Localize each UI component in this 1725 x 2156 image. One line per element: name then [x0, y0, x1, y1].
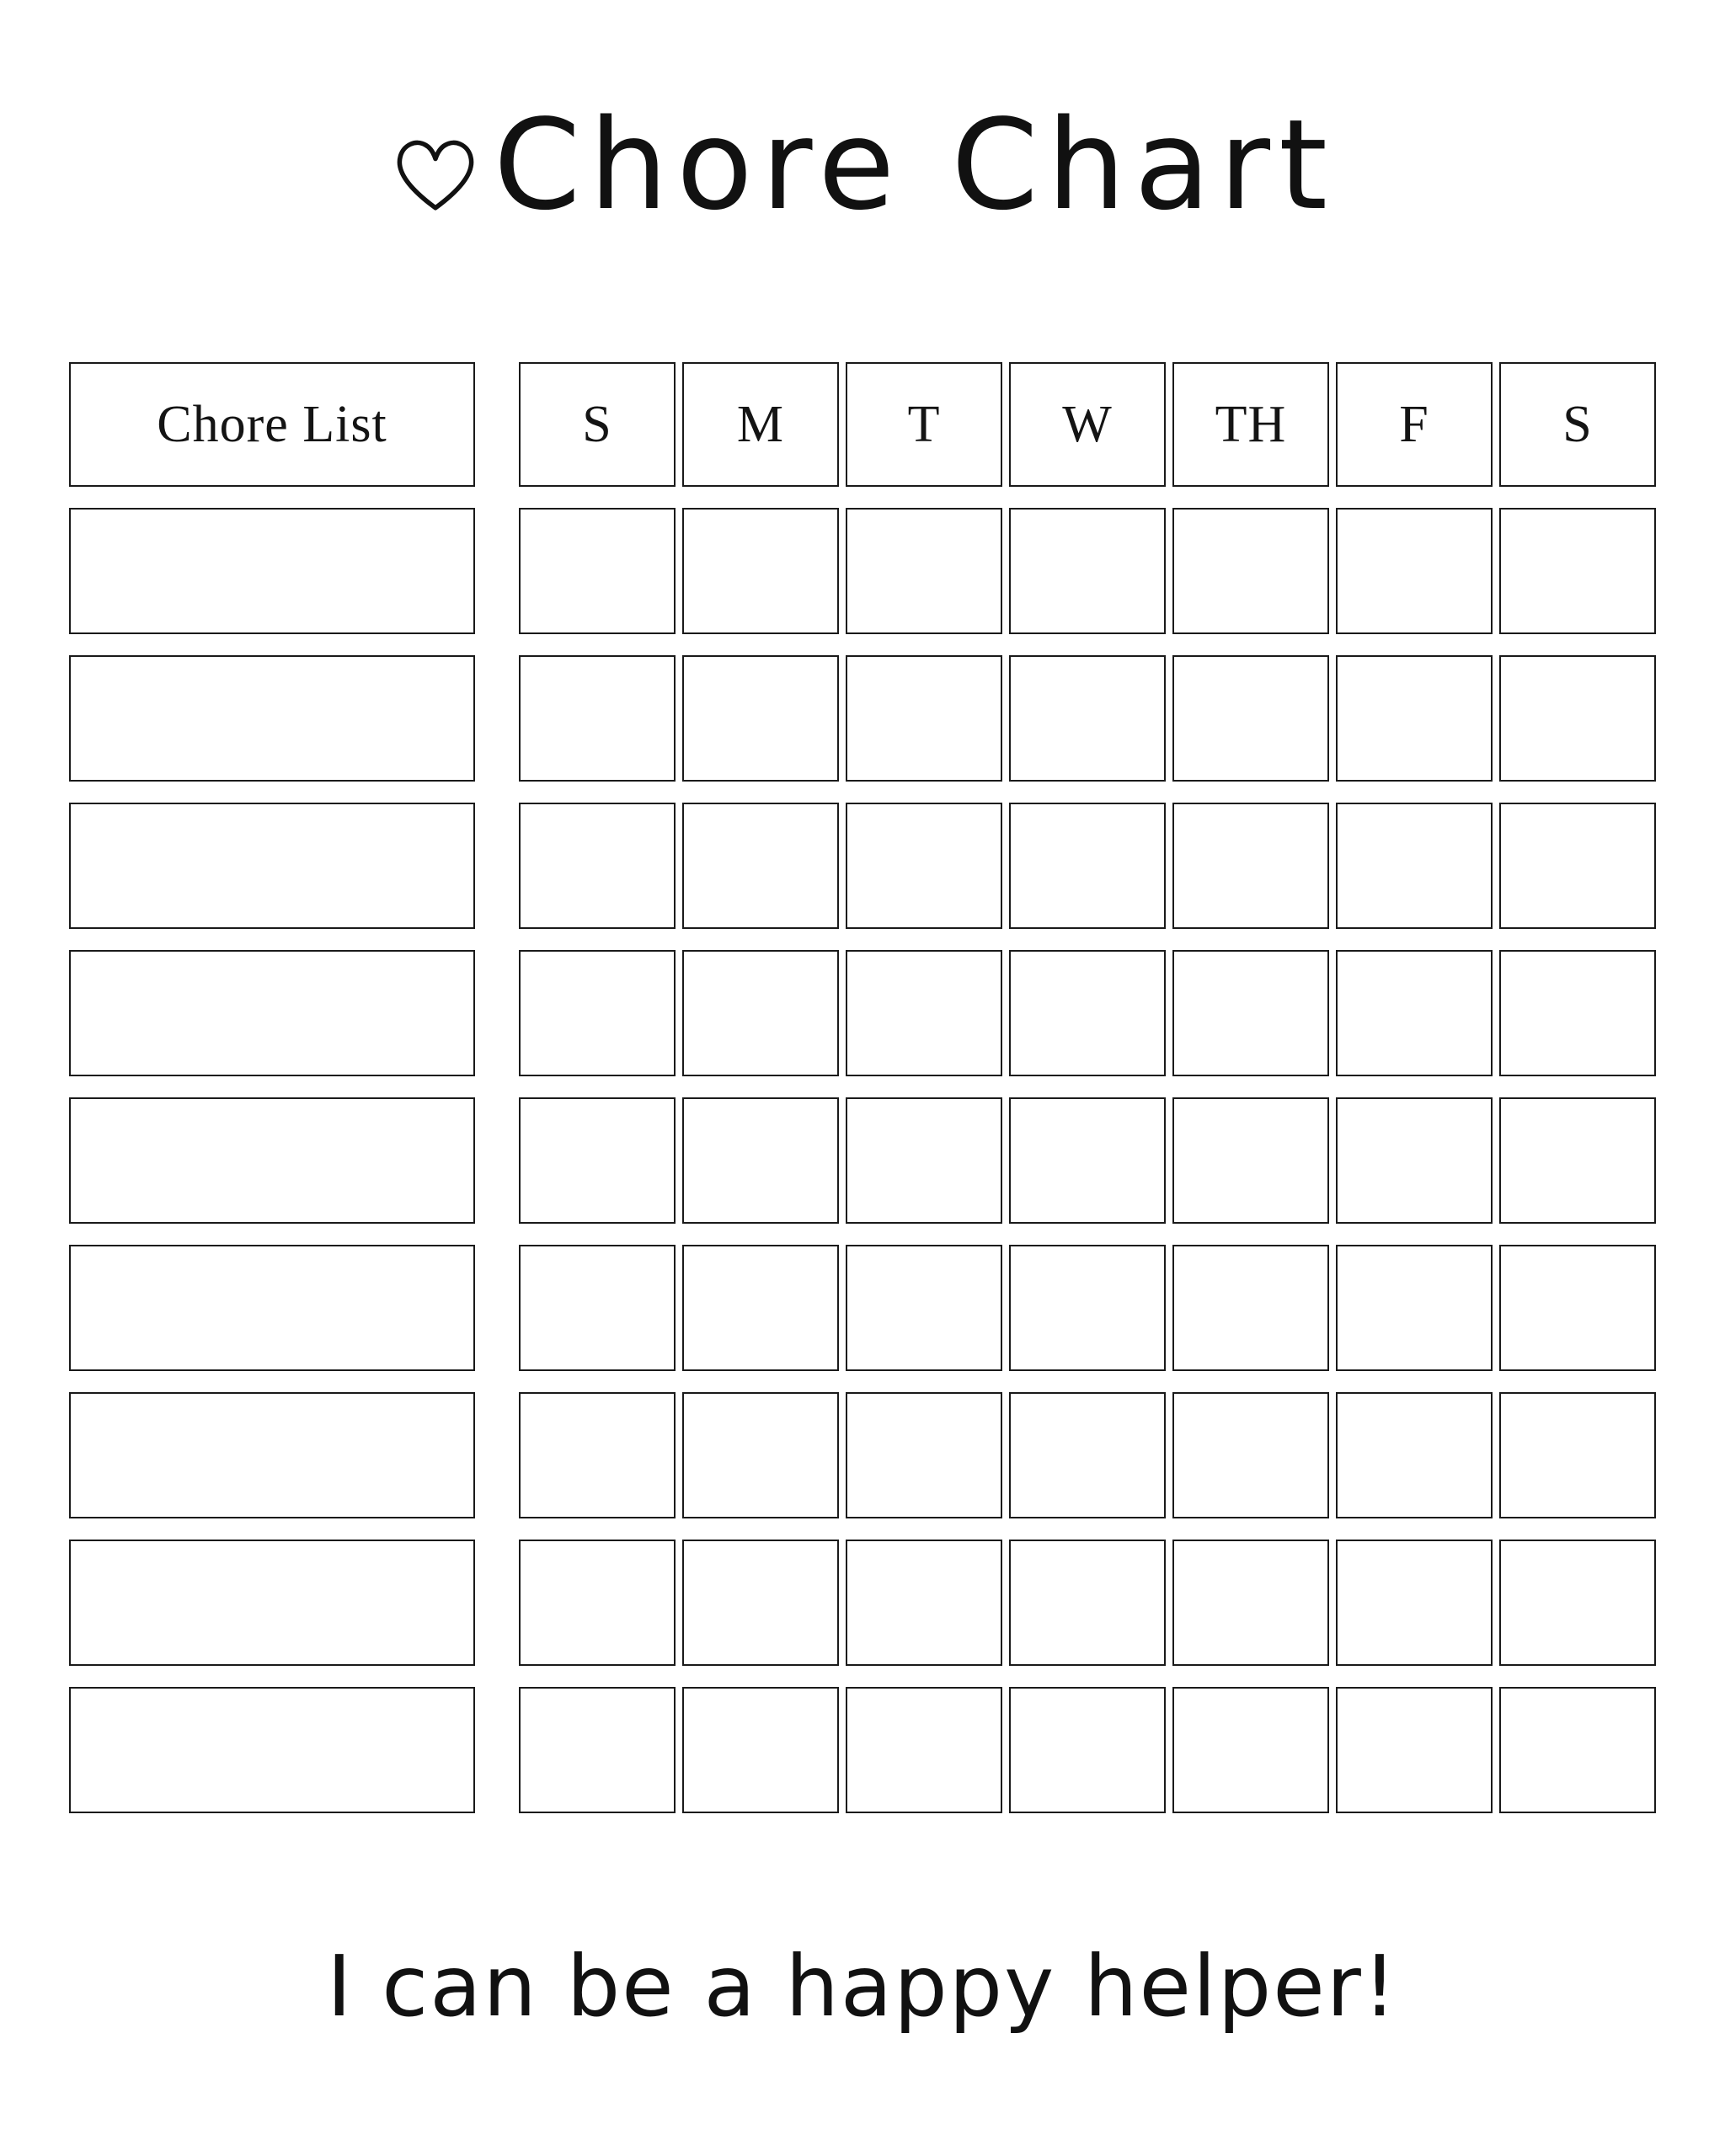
day-header-thursday: [1172, 362, 1329, 487]
chore-input-cell[interactable]: [69, 803, 475, 929]
check-cell[interactable]: [1009, 508, 1166, 634]
check-cell[interactable]: [1172, 508, 1329, 634]
check-cell[interactable]: [846, 950, 1002, 1076]
check-cell[interactable]: [1172, 950, 1329, 1076]
table-header-row: [69, 362, 1656, 487]
chore-input-cell[interactable]: [69, 508, 475, 634]
table-row: [69, 1687, 1656, 1813]
check-cell[interactable]: [682, 1245, 839, 1371]
day-header-sunday: [519, 362, 676, 487]
chore-input-cell[interactable]: [69, 1687, 475, 1813]
check-cell[interactable]: [1336, 1687, 1493, 1813]
check-cell[interactable]: [1336, 1245, 1493, 1371]
check-cell[interactable]: [1172, 803, 1329, 929]
day-header-saturday: [1499, 362, 1656, 487]
check-cell[interactable]: [1336, 1392, 1493, 1518]
day-header-label: S: [1562, 395, 1593, 453]
day-header-tuesday: [846, 362, 1002, 487]
check-cell[interactable]: [1009, 1392, 1166, 1518]
check-cell[interactable]: [1499, 508, 1656, 634]
day-header-friday: [1336, 362, 1493, 487]
check-cell[interactable]: [1172, 1245, 1329, 1371]
check-cell[interactable]: [682, 1392, 839, 1518]
footer: [0, 1937, 1725, 2036]
table-row: [69, 1245, 1656, 1371]
heart-icon: [389, 126, 482, 219]
chore-input-cell[interactable]: [69, 1392, 475, 1518]
check-cell[interactable]: [682, 655, 839, 782]
check-cell[interactable]: [1009, 803, 1166, 929]
chore-input-cell[interactable]: [69, 1245, 475, 1371]
day-header-wednesday: [1009, 362, 1166, 487]
check-cell[interactable]: [1499, 1687, 1656, 1813]
chore-input-cell[interactable]: [69, 1540, 475, 1666]
table-row: [69, 1540, 1656, 1666]
check-cell[interactable]: [1499, 1097, 1656, 1224]
day-check-group: [519, 1097, 1656, 1224]
chore-input-cell[interactable]: [69, 950, 475, 1076]
check-cell[interactable]: [519, 655, 676, 782]
check-cell[interactable]: [846, 1687, 1002, 1813]
check-cell[interactable]: [846, 803, 1002, 929]
check-cell[interactable]: [1336, 1540, 1493, 1666]
check-cell[interactable]: [846, 508, 1002, 634]
check-cell[interactable]: [519, 1687, 676, 1813]
check-cell[interactable]: [682, 950, 839, 1076]
check-cell[interactable]: [1336, 1097, 1493, 1224]
day-header-label: TH: [1215, 395, 1287, 453]
page-title-text: Chore Chart: [493, 93, 1337, 237]
table-row: [69, 1392, 1656, 1518]
check-cell[interactable]: [1009, 1097, 1166, 1224]
day-check-group: [519, 803, 1656, 929]
check-cell[interactable]: [1336, 803, 1493, 929]
check-cell[interactable]: [519, 1392, 676, 1518]
footer-motto: I can be a happy helper!: [326, 1937, 1399, 2036]
check-cell[interactable]: [1499, 655, 1656, 782]
check-cell[interactable]: [846, 1097, 1002, 1224]
check-cell[interactable]: [519, 508, 676, 634]
check-cell[interactable]: [1172, 1392, 1329, 1518]
day-header-label: W: [1062, 395, 1113, 453]
check-cell[interactable]: [1172, 1540, 1329, 1666]
day-check-group: [519, 1540, 1656, 1666]
check-cell[interactable]: [1499, 1245, 1656, 1371]
check-cell[interactable]: [1009, 1687, 1166, 1813]
check-cell[interactable]: [519, 803, 676, 929]
chore-input-cell[interactable]: [69, 1097, 475, 1224]
day-check-group: [519, 1687, 1656, 1813]
check-cell[interactable]: [519, 950, 676, 1076]
check-cell[interactable]: [1009, 950, 1166, 1076]
chore-list-header-label: Chore List: [157, 395, 387, 453]
check-cell[interactable]: [682, 508, 839, 634]
check-cell[interactable]: [519, 1097, 676, 1224]
day-check-group: [519, 508, 1656, 634]
chore-input-cell[interactable]: [69, 655, 475, 782]
check-cell[interactable]: [682, 1540, 839, 1666]
table-row: [69, 655, 1656, 782]
table-row: [69, 1097, 1656, 1224]
check-cell[interactable]: [1336, 655, 1493, 782]
check-cell[interactable]: [1009, 1540, 1166, 1666]
day-check-group: [519, 1245, 1656, 1371]
check-cell[interactable]: [846, 1245, 1002, 1371]
check-cell[interactable]: [846, 1392, 1002, 1518]
check-cell[interactable]: [1172, 1097, 1329, 1224]
day-header-label: M: [736, 395, 785, 453]
table-row: [69, 950, 1656, 1076]
check-cell[interactable]: [1499, 950, 1656, 1076]
check-cell[interactable]: [846, 655, 1002, 782]
check-cell[interactable]: [519, 1540, 676, 1666]
day-header-label: S: [582, 395, 612, 453]
day-header-group: [519, 362, 1656, 487]
check-cell[interactable]: [682, 1097, 839, 1224]
day-check-group: [519, 655, 1656, 782]
day-check-group: [519, 1392, 1656, 1518]
day-header-label: F: [1399, 395, 1429, 453]
day-header-monday: [682, 362, 839, 487]
chore-table: [69, 362, 1656, 1834]
check-cell[interactable]: [1336, 508, 1493, 634]
check-cell[interactable]: [519, 1245, 676, 1371]
page-title: [0, 72, 1725, 258]
check-cell[interactable]: [1336, 950, 1493, 1076]
chore-list-header-cell: [69, 362, 475, 487]
check-cell[interactable]: [682, 1687, 839, 1813]
day-check-group: [519, 950, 1656, 1076]
check-cell[interactable]: [1009, 1245, 1166, 1371]
check-cell[interactable]: [1499, 1540, 1656, 1666]
check-cell[interactable]: [682, 803, 839, 929]
check-cell[interactable]: [1172, 1687, 1329, 1813]
check-cell[interactable]: [846, 1540, 1002, 1666]
day-header-label: T: [907, 395, 941, 453]
check-cell[interactable]: [1172, 655, 1329, 782]
table-row: [69, 803, 1656, 929]
check-cell[interactable]: [1499, 1392, 1656, 1518]
check-cell[interactable]: [1009, 655, 1166, 782]
table-row: [69, 508, 1656, 634]
check-cell[interactable]: [1499, 803, 1656, 929]
